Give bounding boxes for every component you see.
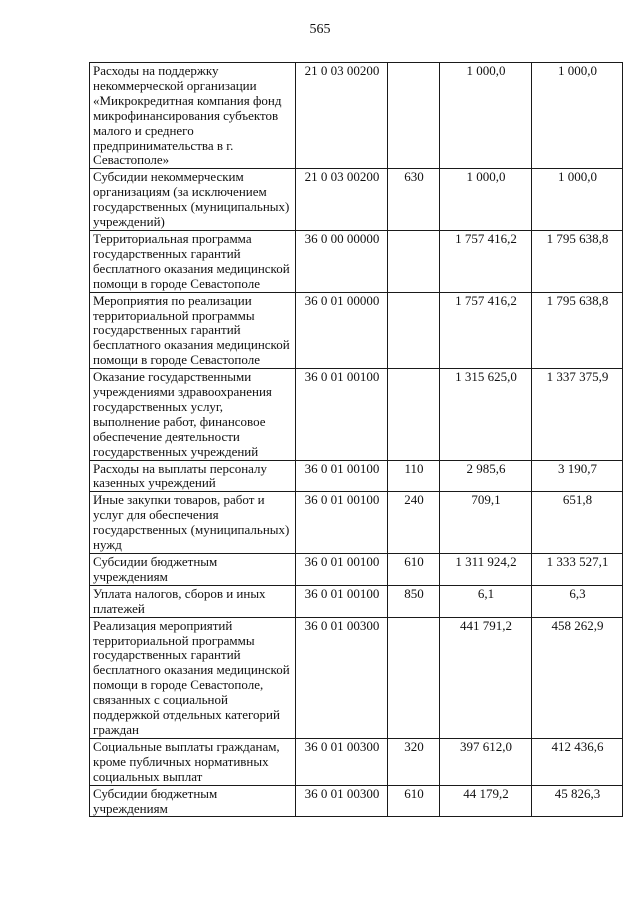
budget-table <box>89 62 623 817</box>
amount-year2-cell: 3 190,7 <box>532 460 623 492</box>
target-article-code-cell: 21 0 03 00200 <box>296 169 388 231</box>
target-article-code-cell: 21 0 03 00200 <box>296 63 388 169</box>
expense-type-cell: 320 <box>388 738 440 785</box>
table-row <box>90 369 623 460</box>
amount-year2-cell: 458 262,9 <box>532 617 623 738</box>
table-row <box>90 63 623 169</box>
amount-year1-cell: 441 791,2 <box>440 617 532 738</box>
table-row <box>90 785 623 817</box>
table-row <box>90 230 623 292</box>
target-article-code-cell: 36 0 01 00300 <box>296 785 388 817</box>
target-article-code-cell: 36 0 01 00300 <box>296 617 388 738</box>
expense-name-cell: Оказание государственными учреждениями здравоохранения государственных услуг, выполнение работ, финансовое обеспечение деятельности государственных учреждений <box>90 369 296 460</box>
budget-table-body <box>90 63 623 817</box>
amount-year1-cell: 1 000,0 <box>440 169 532 231</box>
table-row <box>90 738 623 785</box>
amount-year1-cell: 2 985,6 <box>440 460 532 492</box>
amount-year1-cell: 1 315 625,0 <box>440 369 532 460</box>
expense-type-cell: 240 <box>388 492 440 554</box>
amount-year1-cell: 397 612,0 <box>440 738 532 785</box>
amount-year2-cell: 1 000,0 <box>532 169 623 231</box>
expense-name-cell: Субсидии бюджетным учреждениям <box>90 554 296 586</box>
amount-year1-cell: 1 000,0 <box>440 63 532 169</box>
page-number: 565 <box>309 22 331 37</box>
expense-name-cell: Уплата налогов, сборов и иных платежей <box>90 585 296 617</box>
expense-name-cell: Расходы на поддержку некоммерческой организации «Микрокредитная компания фонд микрофинансирования субъектов малого и среднего предпринимательства в г. Севастополе» <box>90 63 296 169</box>
target-article-code-cell: 36 0 01 00000 <box>296 292 388 369</box>
expense-name-cell: Субсидии некоммерческим организациям (за исключением государственных (муниципальных) учреждений) <box>90 169 296 231</box>
expense-name-cell: Иные закупки товаров, работ и услуг для обеспечения государственных (муниципальных) нужд <box>90 492 296 554</box>
amount-year2-cell: 651,8 <box>532 492 623 554</box>
amount-year1-cell: 1 757 416,2 <box>440 230 532 292</box>
table-row <box>90 585 623 617</box>
target-article-code-cell: 36 0 01 00300 <box>296 738 388 785</box>
target-article-code-cell: 36 0 00 00000 <box>296 230 388 292</box>
amount-year2-cell: 1 000,0 <box>532 63 623 169</box>
amount-year2-cell: 45 826,3 <box>532 785 623 817</box>
expense-type-cell: 110 <box>388 460 440 492</box>
target-article-code-cell: 36 0 01 00100 <box>296 585 388 617</box>
amount-year1-cell: 1 757 416,2 <box>440 292 532 369</box>
table-row <box>90 460 623 492</box>
expense-type-cell <box>388 292 440 369</box>
table-row <box>90 617 623 738</box>
expense-type-cell: 630 <box>388 169 440 231</box>
expense-name-cell: Субсидии бюджетным учреждениям <box>90 785 296 817</box>
amount-year2-cell: 412 436,6 <box>532 738 623 785</box>
expense-type-cell <box>388 369 440 460</box>
expense-name-cell: Реализация мероприятий территориальной программы государственных гарантий бесплатного оказания медицинской помощи в городе Севастополе, связанных с социальной поддержкой отдельных категорий граждан <box>90 617 296 738</box>
table-row <box>90 554 623 586</box>
expense-name-cell: Мероприятия по реализации территориальной программы государственных гарантий бесплатного оказания медицинской помощи в городе Севастополе <box>90 292 296 369</box>
amount-year2-cell: 6,3 <box>532 585 623 617</box>
expense-type-cell: 850 <box>388 585 440 617</box>
table-row <box>90 169 623 231</box>
amount-year2-cell: 1 795 638,8 <box>532 292 623 369</box>
expense-type-cell <box>388 230 440 292</box>
target-article-code-cell: 36 0 01 00100 <box>296 554 388 586</box>
expense-name-cell: Территориальная программа государственных гарантий бесплатного оказания медицинской помощи в городе Севастополе <box>90 230 296 292</box>
expense-type-cell <box>388 617 440 738</box>
amount-year1-cell: 709,1 <box>440 492 532 554</box>
target-article-code-cell: 36 0 01 00100 <box>296 492 388 554</box>
amount-year2-cell: 1 337 375,9 <box>532 369 623 460</box>
target-article-code-cell: 36 0 01 00100 <box>296 460 388 492</box>
expense-type-cell: 610 <box>388 785 440 817</box>
expense-type-cell <box>388 63 440 169</box>
expense-name-cell: Расходы на выплаты персоналу казенных учреждений <box>90 460 296 492</box>
target-article-code-cell: 36 0 01 00100 <box>296 369 388 460</box>
expense-name-cell: Социальные выплаты гражданам, кроме публичных нормативных социальных выплат <box>90 738 296 785</box>
amount-year2-cell: 1 333 527,1 <box>532 554 623 586</box>
amount-year1-cell: 6,1 <box>440 585 532 617</box>
amount-year1-cell: 1 311 924,2 <box>440 554 532 586</box>
table-row <box>90 492 623 554</box>
expense-type-cell: 610 <box>388 554 440 586</box>
amount-year2-cell: 1 795 638,8 <box>532 230 623 292</box>
table-row <box>90 292 623 369</box>
amount-year1-cell: 44 179,2 <box>440 785 532 817</box>
